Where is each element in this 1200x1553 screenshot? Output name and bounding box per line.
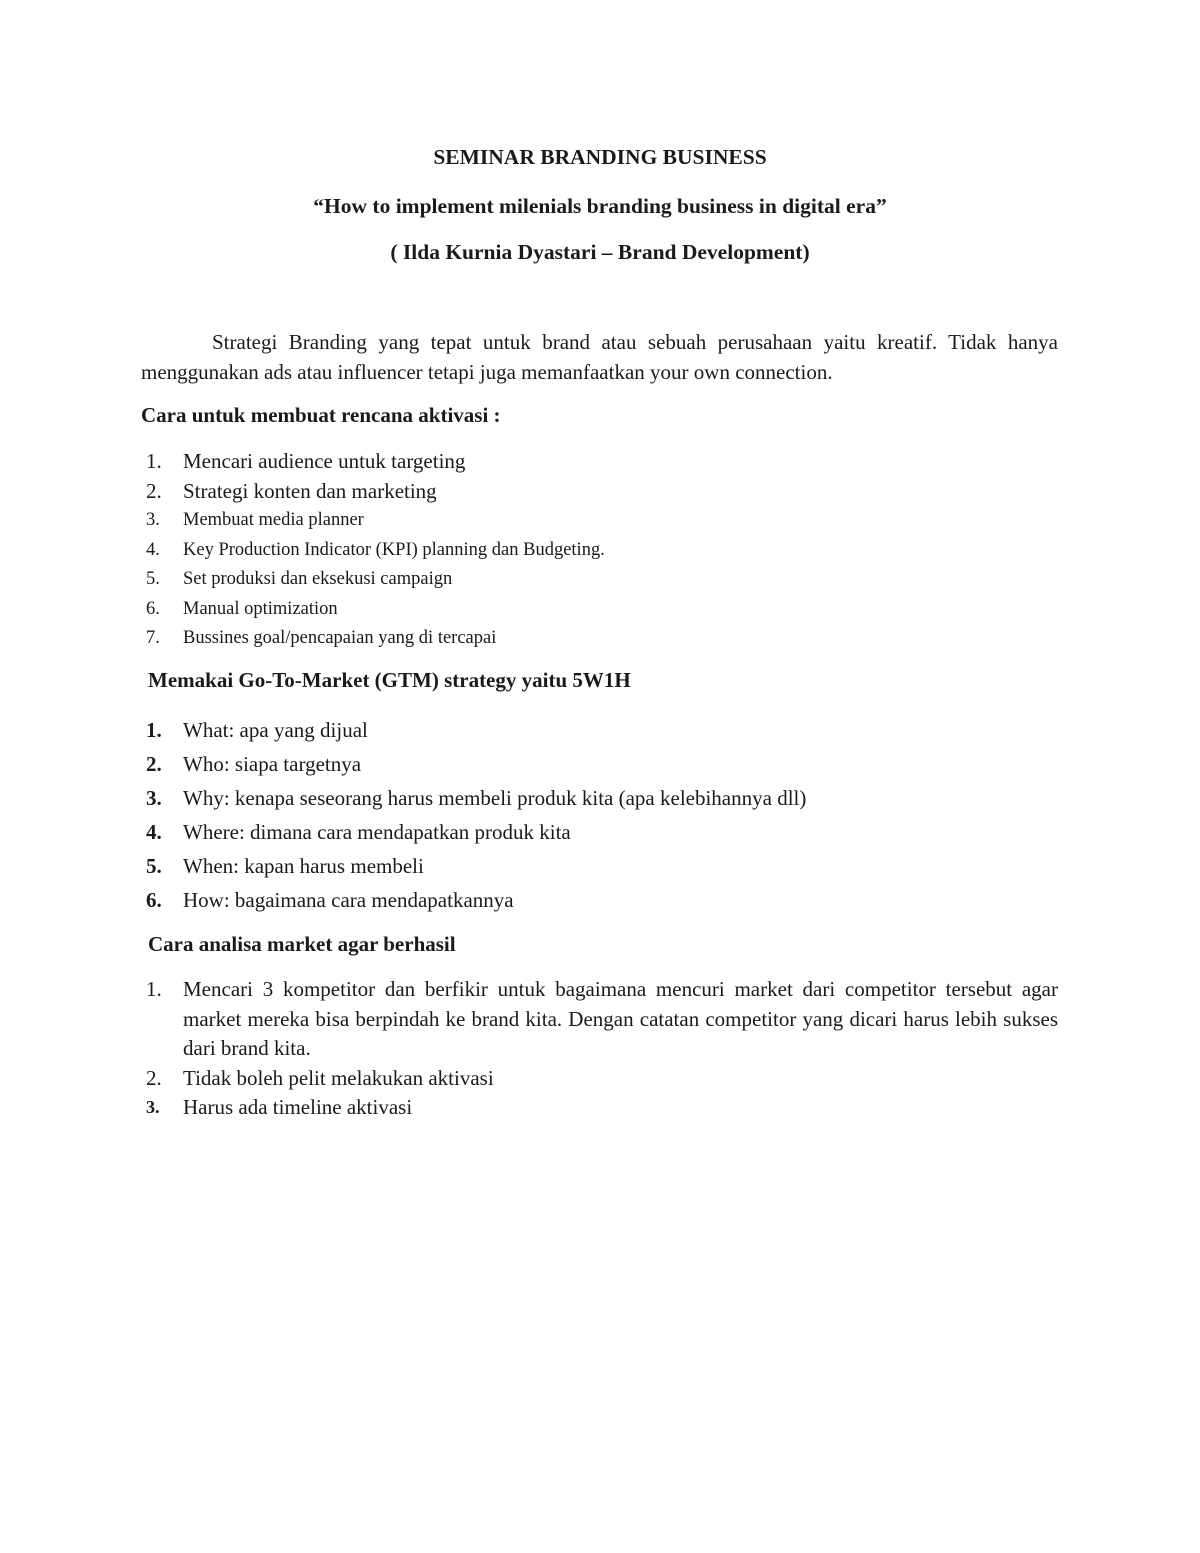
list-text: Harus ada timeline aktivasi (183, 1095, 413, 1119)
list-number: 6. (146, 598, 160, 619)
list-item (140, 883, 1060, 917)
list-item (140, 565, 1060, 595)
list-number: 2. (146, 1065, 162, 1090)
list-text: Mencari audience untuk targeting (183, 449, 466, 473)
list-text: Mencari 3 kompetitor dan berfikir untuk bagaimana mencuri market dari competitor tersebut agar market mereka bisa berpindah ke brand kita. Dengan catatan competitor yang dicari harus lebih sukses dari brand kita. (183, 977, 1058, 1060)
list-text: Manual optimization (183, 598, 338, 619)
intro-paragraph: Strategi Branding yang tepat untuk brand atau sebuah perusahaan yaitu kreatif. Tidak hanya menggunakan ads atau influencer tetapi juga memanfaatkan your own connection. (141, 330, 1058, 384)
list-text: Why: kenapa seseorang harus membeli produk kita (apa kelebihannya dll) (183, 786, 807, 810)
list-number: 1. (146, 449, 162, 473)
list-number: 5. (146, 854, 162, 878)
list-text: Membuat media planner (183, 510, 364, 530)
speaker-line: ( Ilda Kurnia Dyastari – Brand Development) (390, 240, 810, 264)
list-text: Bussines goal/pencapaian yang di tercapai (183, 628, 497, 648)
section-heading-market-analysis: Cara analisa market agar berhasil (148, 932, 456, 956)
activation-plan-list (140, 447, 1060, 654)
list-text: Who: siapa targetnya (183, 752, 362, 776)
list-number: 1. (146, 718, 162, 742)
list-text: How: bagaimana cara mendapatkannya (183, 888, 514, 912)
list-number: 4. (146, 539, 160, 560)
list-item (140, 781, 1060, 815)
section-heading-gtm: Memakai Go-To-Market (GTM) strategy yaitu 5W1H (148, 668, 631, 692)
list-item (140, 815, 1060, 849)
list-item (140, 477, 1060, 507)
list-text: Strategi konten dan marketing (183, 478, 437, 503)
list-number: 3. (146, 1097, 160, 1117)
list-text: Set produksi dan eksekusi campaign (183, 569, 453, 589)
list-item (140, 506, 1060, 536)
document-title: SEMINAR BRANDING BUSINESS (433, 145, 767, 169)
list-item (140, 595, 1060, 625)
list-text: Tidak boleh pelit melakukan aktivasi (183, 1065, 494, 1090)
list-item (140, 624, 1060, 654)
list-text: Key Production Indicator (KPI) planning dan Budgeting. (183, 539, 605, 560)
list-item (140, 1093, 1060, 1123)
list-item (140, 447, 1060, 477)
list-number: 4. (146, 820, 162, 844)
list-item (140, 1064, 1060, 1094)
market-analysis-list (140, 975, 1060, 1123)
list-number: 2. (146, 478, 162, 503)
list-number: 6. (146, 888, 162, 912)
list-number: 1. (146, 977, 162, 1001)
list-item (140, 849, 1060, 883)
document-subtitle: “How to implement milenials branding business in digital era” (313, 194, 887, 218)
list-text: Where: dimana cara mendapatkan produk kita (183, 820, 571, 844)
list-item (140, 975, 1060, 1064)
list-number: 3. (146, 510, 160, 530)
list-number: 2. (146, 752, 162, 776)
section-heading-aktivasi: Cara untuk membuat rencana aktivasi : (141, 403, 501, 427)
list-item (140, 713, 1060, 747)
list-text: When: kapan harus membeli (183, 854, 424, 878)
list-item (140, 747, 1060, 781)
list-item (140, 536, 1060, 566)
list-number: 3. (146, 786, 162, 810)
gtm-5w1h-list (140, 713, 1060, 917)
list-number: 5. (146, 569, 160, 589)
list-number: 7. (146, 628, 160, 648)
list-text: What: apa yang dijual (183, 718, 368, 742)
